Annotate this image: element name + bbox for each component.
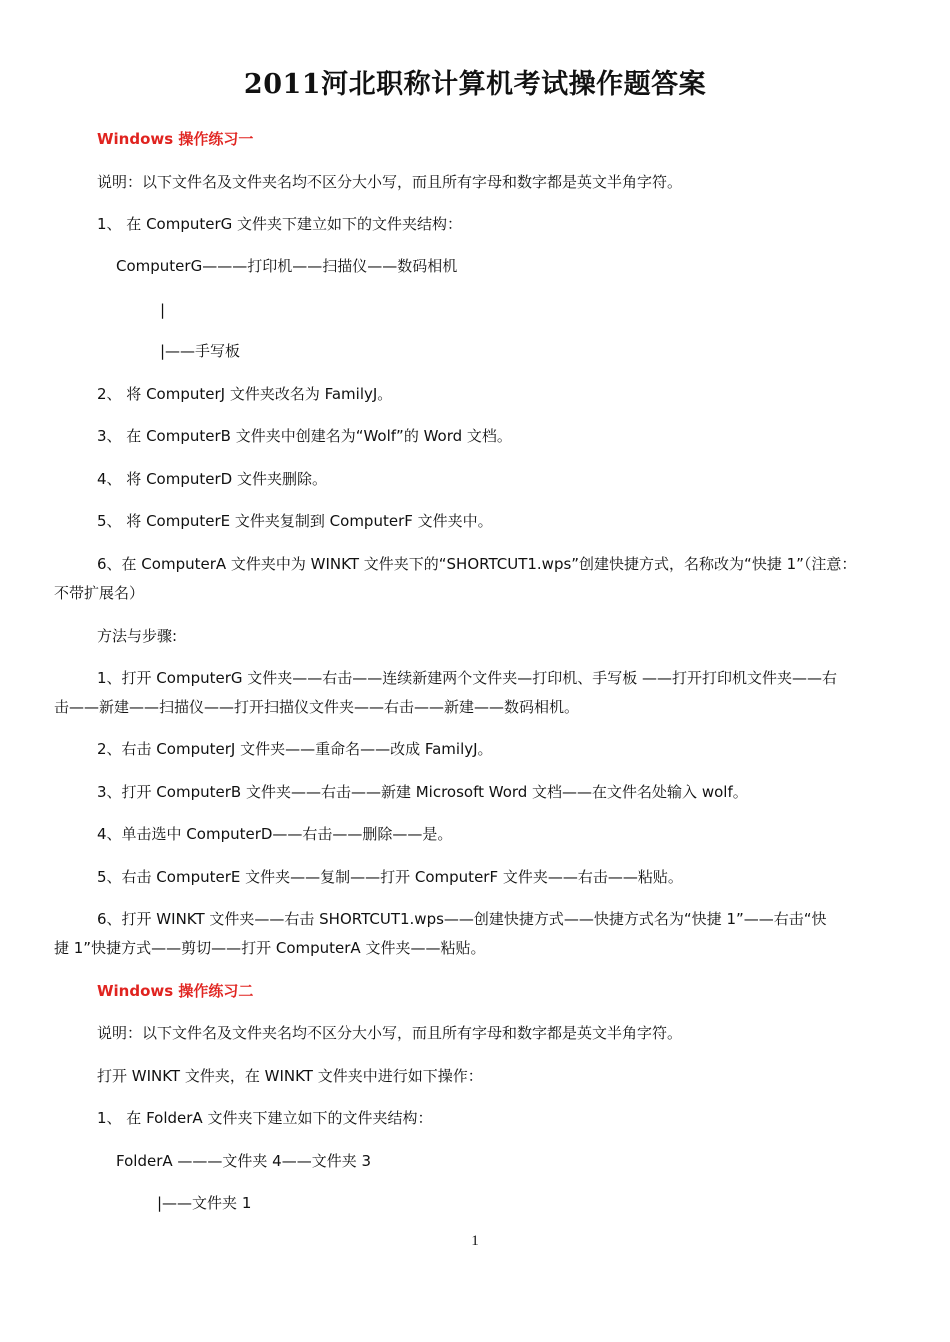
- section2-question-1: 1、 在 FolderA 文件夹下建立如下的文件夹结构：: [97, 1109, 433, 1127]
- question-6-line-1: 6、在 ComputerA 文件夹中为 WINKT 文件夹下的“SHORTCUT1.wps”创建快捷方式，名称改为“快捷 1”（注意：: [97, 555, 857, 573]
- page-title: 2011河北职称计算机考试操作题答案: [243, 69, 707, 100]
- question-2: 2、 将 ComputerJ 文件夹改名为 FamilyJ。: [97, 385, 393, 403]
- section2-heading: Windows 操作练习二: [97, 982, 254, 1000]
- step-3: 3、打开 ComputerB 文件夹——右击——新建 Microsoft Word 文档——在文件名处输入 wolf。: [97, 783, 748, 801]
- step-6-line-1: 6、打开 WINKT 文件夹——右击 SHORTCUT1.wps——创建快捷方式——快捷方式名为“快捷 1”——右击“快: [97, 910, 827, 928]
- tree-line-2: |: [160, 301, 166, 319]
- section1-note: 说明：以下文件名及文件夹名均不区分大小写，而且所有字母和数字都是英文半角字符。: [97, 173, 683, 191]
- question-6-line-2: 不带扩展名）: [54, 584, 145, 602]
- section2-tree-line-2: |——文件夹 1: [157, 1194, 252, 1212]
- step-6-line-2: 捷 1”快捷方式——剪切——打开 ComputerA 文件夹——粘贴。: [54, 939, 486, 957]
- step-1-line-2: 击——新建——扫描仪——打开扫描仪文件夹——右击——新建——数码相机。: [54, 698, 580, 716]
- tree-line-1: ComputerG———打印机——扫描仪——数码相机: [116, 257, 458, 275]
- question-5: 5、 将 ComputerE 文件夹复制到 ComputerF 文件夹中。: [97, 512, 493, 530]
- step-5: 5、右击 ComputerE 文件夹——复制——打开 ComputerF 文件夹——右击——粘贴。: [97, 868, 683, 886]
- question-3: 3、 在 ComputerB 文件夹中创建名为“Wolf”的 Word 文档。: [97, 427, 512, 445]
- page-number: 1: [471, 1233, 479, 1249]
- section1-heading: Windows 操作练习一: [97, 130, 254, 148]
- section2-tree-line-1: FolderA ———文件夹 4——文件夹 3: [116, 1152, 372, 1170]
- tree-line-3: |——手写板: [160, 342, 241, 360]
- section2-note: 说明：以下文件名及文件夹名均不区分大小写，而且所有字母和数字都是英文半角字符。: [97, 1024, 683, 1042]
- step-4: 4、单击选中 ComputerD——右击——删除——是。: [97, 825, 453, 843]
- step-2: 2、右击 ComputerJ 文件夹——重命名——改成 FamilyJ。: [97, 740, 493, 758]
- step-1-line-1: 1、打开 ComputerG 文件夹——右击——连续新建两个文件夹—打印机、手写板 ——打开打印机文件夹——右: [97, 669, 838, 687]
- method-label: 方法与步骤:: [97, 627, 178, 645]
- section2-intro: 打开 WINKT 文件夹，在 WINKT 文件夹中进行如下操作：: [97, 1067, 483, 1085]
- question-1: 1、 在 ComputerG 文件夹下建立如下的文件夹结构：: [97, 215, 463, 233]
- question-4: 4、 将 ComputerD 文件夹删除。: [97, 470, 327, 488]
